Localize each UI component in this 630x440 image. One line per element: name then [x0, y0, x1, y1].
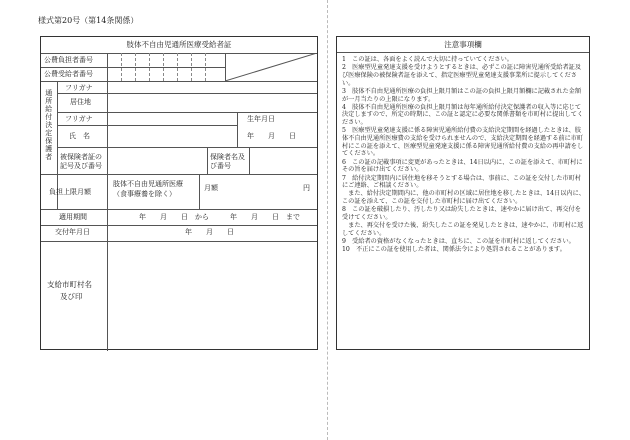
notes-title: 注意事項欄: [337, 37, 589, 53]
note-item: 9 受給者の資格がなくなったときは、直ちに、この証を市町村に返してください。: [342, 238, 575, 246]
address-label: 居住地: [70, 98, 91, 106]
burden-limit-detail-2: （食事療養を除く）: [113, 190, 176, 198]
form-number-label: 様式第20号（第14条関係）: [38, 16, 139, 25]
furigana-label: フリガナ: [65, 84, 93, 92]
note-item: 6 この証の記載事項に変更があったときは、14日以内に、この証を添えて、市町村にその旨を届け出てください。: [342, 158, 583, 174]
recipient-number-label: 公費受給者番号: [44, 70, 93, 78]
municipality-label: 支給市町村名: [47, 280, 92, 289]
row-divider: [57, 112, 317, 113]
row-divider: [57, 125, 237, 126]
note-item: 3 肢体不自由児通所医療の負担上限月額はこの証の負担上限月額欄に記載された金額が一月当たりの上限になります。: [342, 87, 582, 103]
digit-divider: [191, 53, 192, 81]
col-divider: [107, 53, 108, 81]
note-item: 4 肢体不自由児通所医療の負担上限月額は毎年通所給付決定保護者の収入等に応じて決定しますので、所定の時期に、この証と認定に必要な関係書類を市町村に提出してください。: [342, 103, 584, 127]
monthly-label: 月額: [204, 184, 218, 192]
digit-divider: [163, 53, 164, 81]
notes-body: [342, 56, 586, 255]
period-value: 年 月 日 から 年 月 日 まで: [139, 213, 300, 221]
row-divider: [57, 93, 317, 94]
note-item: 1 この証は、各面をよく読んで大切に持っていてください。: [342, 56, 513, 63]
burden-limit-label: 負担上限月額: [49, 188, 91, 196]
insurer-label: 保険者名及び番号: [210, 153, 245, 170]
note-item: 5 医療型児童発達支援に係る障害児通所給付費の支給決定期間を経過したときは、肢体不自由児通所医療費の支給を受けられませんので、支給決定期間を経過する前に市町村にこの証を添えて、医療型児童発達支援に係る障害児通所給付費の支給の再申請をしてください。: [342, 127, 584, 158]
blank-diagonal: [225, 53, 317, 81]
issue-date-value: 年 月 日: [185, 228, 234, 236]
digit-divider: [121, 53, 122, 81]
burden-limit-detail-1: 肢体不自由児通所医療: [113, 180, 183, 188]
insured-card-label: 被保険者証の記号及び番号: [60, 153, 102, 170]
payer-number-label: 公費負担者番号: [44, 56, 93, 64]
row-divider: [41, 241, 317, 242]
note-item: 8 この証を破損したり、汚したり又は紛失したときは、速やかに届け出て、再交付を受けてください。: [342, 206, 581, 222]
certificate-title: 肢体不自由児通所医療受給者証: [126, 40, 232, 49]
fold-line: [327, 0, 328, 440]
notes-panel: [336, 36, 590, 350]
name-label: 氏 名: [69, 132, 90, 140]
digit-divider: [205, 53, 206, 81]
col-divider: [207, 147, 208, 174]
note-item: 10 不正にこの証を使用した者は、関係法令により処罰されることがあります。: [342, 246, 566, 254]
row-divider: [41, 81, 317, 82]
furigana2-label: フリガナ: [65, 115, 93, 123]
row-divider: [41, 67, 225, 68]
yen-unit: 円: [303, 184, 310, 192]
digit-divider: [177, 53, 178, 81]
birthdate-label: 生年月日: [247, 115, 275, 123]
row-divider: [41, 225, 317, 226]
note-item: 7 給付決定期間内に居住地を移そうとする場合は、事前に、この証を交付した市町村にご連絡、ご相談ください。: [342, 174, 582, 190]
issue-date-label: 交付年月日: [55, 228, 90, 236]
row-divider: [41, 209, 317, 210]
certificate-form: [40, 36, 318, 350]
row-divider: [57, 147, 317, 148]
digit-divider: [135, 53, 136, 81]
col-divider: [249, 147, 250, 174]
digit-divider: [149, 53, 150, 81]
birthdate-value: 年 月 日: [247, 132, 296, 140]
row-divider: [41, 174, 317, 175]
guardian-side-label: 通所給付決定保護者: [44, 89, 53, 161]
col-divider: [237, 112, 238, 147]
note-item: 2 医療型児童発達支援を受けようとするときは、必ずこの証に障害児通所受給者証及び医療保険の被保険者証を添えて、指定医療型児童発達支援事業所に提示してください。: [342, 64, 582, 87]
period-label: 適用期間: [59, 213, 87, 221]
col-divider: [199, 174, 200, 209]
note-item: また、給付決定期間内に、他の市町村の区域に居住地を移したときは、14日以内に、この証を添えて、この証を交付した市町村に届け出てください。: [342, 190, 585, 206]
col-divider: [107, 174, 108, 351]
note-item: また、再交付を受けた後、紛失したこの証を発見したときは、速やかに、市町村に返してください。: [342, 222, 584, 237]
municipality-seal-label: 及び印: [60, 292, 83, 301]
